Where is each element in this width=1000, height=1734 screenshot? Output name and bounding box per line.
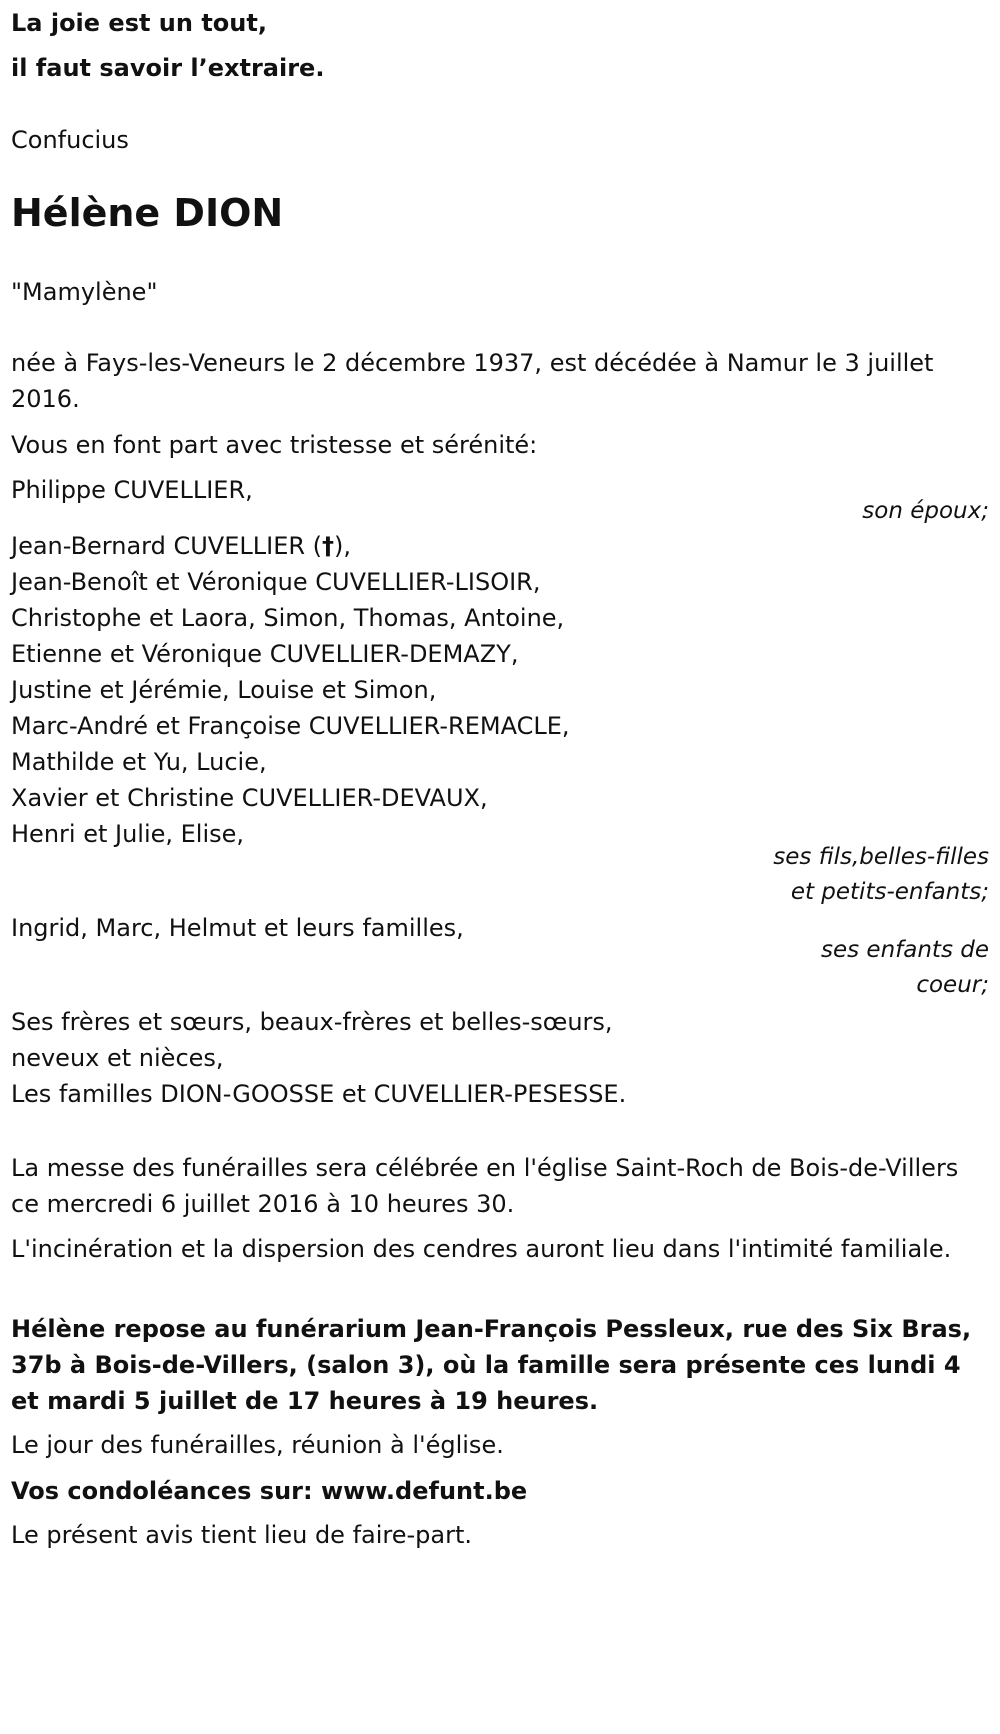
- heart-children-name: Ingrid, Marc, Helmut et leurs familles,: [11, 914, 464, 942]
- others-line-1: Ses frères et sœurs, beaux-frères et belles-sœurs,: [11, 1008, 613, 1036]
- quote-line-2: il faut savoir l’extraire.: [11, 54, 325, 82]
- children-line-5: Justine et Jérémie, Louise et Simon,: [11, 676, 437, 704]
- spouse-relation: son époux;: [862, 498, 989, 524]
- condolences-text: Vos condoléances sur: www.defunt.be: [11, 1477, 528, 1505]
- children-line-6: Marc-André et Françoise CUVELLIER-REMACLE,: [11, 712, 570, 740]
- deceased-name: Hélène DION: [11, 191, 284, 235]
- child-name-1-suffix: ),: [334, 532, 352, 560]
- children-line-7: Mathilde et Yu, Lucie,: [11, 748, 267, 776]
- meeting-text: Le jour des funérailles, réunion à l'église.: [11, 1431, 504, 1459]
- announcement-text: Vous en font part avec tristesse et sérénité:: [11, 431, 538, 459]
- funeral-mass-text: La messe des funérailles sera célébrée en l'église Saint-Roch de Bois-de-Villers ce mercredi 6 juillet 2016 à 10 heures 30.: [11, 1154, 959, 1218]
- children-line-9: Henri et Julie, Elise,: [11, 820, 245, 848]
- birth-death-text: née à Fays-les-Veneurs le 2 décembre 1937, est décédée à Namur le 3 juillet 2016.: [11, 349, 934, 413]
- children-line-3: Christophe et Laora, Simon, Thomas, Antoine,: [11, 604, 565, 632]
- children-relation-line-1: ses fils,belles-filles: [773, 844, 989, 870]
- deceased-nickname: "Mamylène": [11, 278, 158, 306]
- cross-icon: †: [322, 532, 335, 560]
- child-name-1: Jean-Bernard CUVELLIER (: [11, 532, 323, 560]
- repose-text: Hélène repose au funérarium Jean-François Pessleux, rue des Six Bras, 37b à Bois-de-Villers, (salon 3), où la famille sera présente ces lundi 4 et mardi 5 juillet de 17 heures à 19 heures.: [11, 1315, 972, 1415]
- children-line-2: Jean-Benoît et Véronique CUVELLIER-LISOIR,: [11, 568, 541, 596]
- heart-children-relation-line-1: ses enfants de: [821, 937, 989, 963]
- others-line-3: Les familles DION-GOOSSE et CUVELLIER-PESESSE.: [11, 1080, 627, 1108]
- spouse-name: Philippe CUVELLIER,: [11, 476, 253, 504]
- children-line-4: Etienne et Véronique CUVELLIER-DEMAZY,: [11, 640, 519, 668]
- quote-author: Confucius: [11, 126, 129, 154]
- children-relation-line-2: et petits-enfants;: [790, 879, 989, 905]
- cremation-text: L'incinération et la dispersion des cendres auront lieu dans l'intimité familiale.: [11, 1235, 952, 1263]
- children-line-8: Xavier et Christine CUVELLIER-DEVAUX,: [11, 784, 488, 812]
- heart-children-relation-line-2: coeur;: [916, 972, 989, 998]
- notice-text: Le présent avis tient lieu de faire-part.: [11, 1521, 473, 1549]
- quote-line-1: La joie est un tout,: [11, 9, 267, 37]
- others-line-2: neveux et nièces,: [11, 1044, 224, 1072]
- children-line-1: [11, 531, 351, 561]
